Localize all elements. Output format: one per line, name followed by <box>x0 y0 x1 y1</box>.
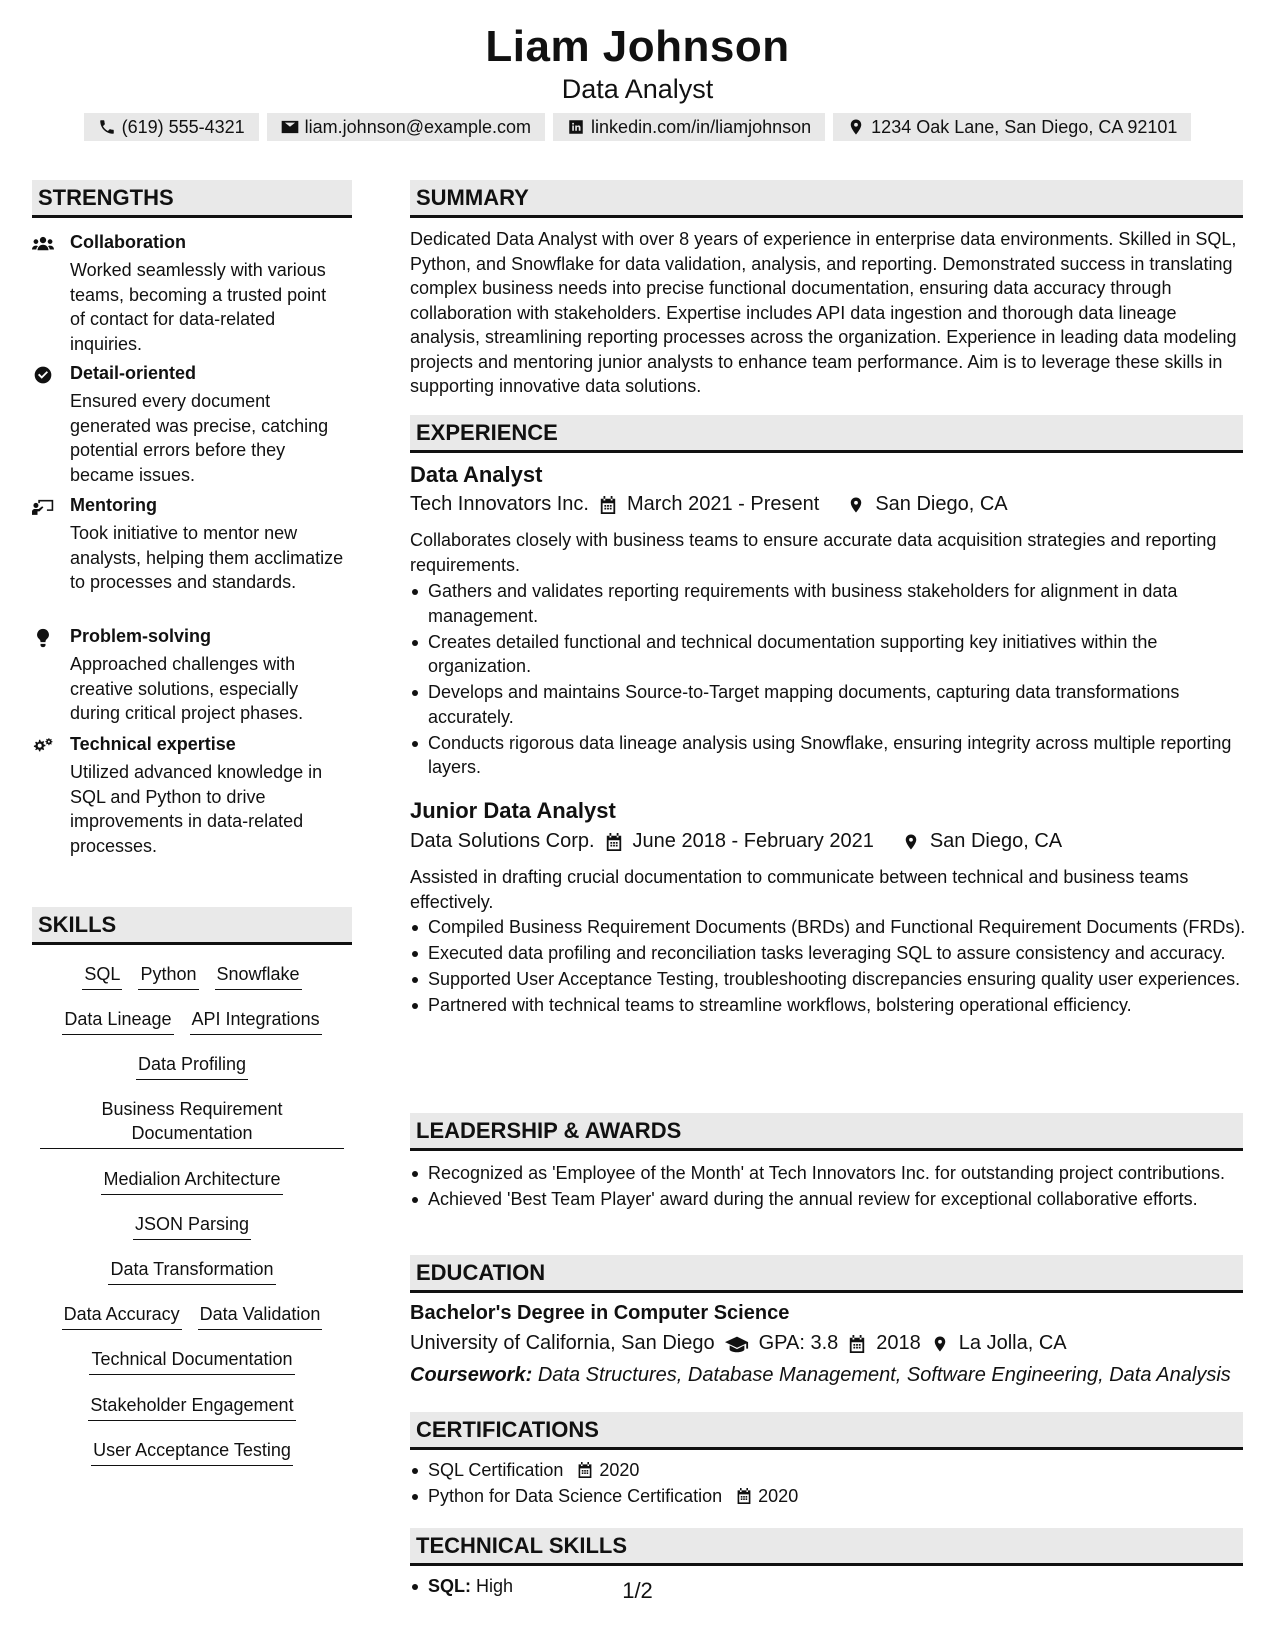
list-item: Creates detailed functional and technical documentation supporting key initiatives within the organization. <box>428 630 1258 679</box>
candidate-name: Liam Johnson <box>485 22 790 71</box>
calendar-icon <box>605 832 623 852</box>
education-year: 2018 <box>876 1332 921 1354</box>
strength-title: Technical expertise <box>70 734 236 754</box>
list-item: Achieved 'Best Team Player' award during the annual review for exceptional collaborative efforts. <box>428 1187 1258 1212</box>
contact-linkedin[interactable] <box>553 113 825 141</box>
skill-tag: API Integrations <box>190 1007 322 1035</box>
envelope-icon <box>281 118 299 136</box>
education-gpa: GPA: 3.8 <box>758 1332 839 1354</box>
list-item: Gathers and validates reporting requirements with business stakeholders for alignment in data management. <box>428 579 1258 628</box>
skill-tag: SQL <box>82 962 122 990</box>
certification-name: Python for Data Science Certification <box>428 1486 723 1506</box>
technical-skill-label: SQL: <box>428 1576 471 1596</box>
strength-desc: Ensured every document generated was precise, catching potential errors before they became issues. <box>70 391 329 485</box>
job-meta <box>410 830 1062 853</box>
summary-text: Dedicated Data Analyst with over 8 years of experience in enterprise data environments. Skilled in SQL, Python, and Snowflake for data validation, analysis, and reporting. Demonstrated success in translating complex business needs into precise functional documentation, ensuring data accuracy through collaboration with stakeholders. Expertise includes API data ingestion and thorough data lineage analysis, streamlining reporting processes across the organization. Experience in leading data modeling projects and mentoring junior analysts to enhance team performance. Aim is to leverage these skills in supporting innovative data solutions. <box>410 229 1237 396</box>
leadership-bullets <box>410 1161 1258 1213</box>
contact-address-text: 1234 Oak Lane, San Diego, CA 92101 <box>871 116 1178 137</box>
job-location: San Diego, CA <box>929 830 1063 852</box>
skill-tag: Business Requirement Documentation <box>40 1097 344 1149</box>
strength-desc: Took initiative to mentor new analysts, helping them acclimatize to processes and standards. <box>70 523 344 592</box>
skill-tag: Python <box>138 962 198 990</box>
list-item <box>428 1458 1258 1483</box>
education-heading: EDUCATION <box>410 1255 1243 1293</box>
skill-tag: Technical Documentation <box>89 1347 294 1375</box>
strength-title: Problem-solving <box>70 626 212 646</box>
list-item: Develops and maintains Source-to-Target mapping documents, capturing data transformations accurately. <box>428 680 1258 729</box>
skill-tag: Snowflake <box>215 962 302 990</box>
certification-year: 2020 <box>758 1486 799 1506</box>
skill-tag: Stakeholder Engagement <box>88 1393 295 1421</box>
strength-desc: Utilized advanced knowledge in SQL and Python to drive improvements in data-related processes. <box>70 762 323 856</box>
skill-tag: Data Profiling <box>136 1052 248 1080</box>
strength-title: Collaboration <box>70 232 186 252</box>
job-dates: June 2018 - February 2021 <box>632 830 874 852</box>
list-item: Conducts rigorous data lineage analysis using Snowflake, ensuring integrity across multiple reporting layers. <box>428 731 1258 780</box>
strength-title: Mentoring <box>70 495 157 515</box>
job-meta <box>410 493 1008 516</box>
coursework-list: Data Structures, Database Management, Software Engineering, Data Analysis <box>537 1364 1231 1386</box>
summary-heading: SUMMARY <box>410 180 1243 218</box>
chalkboard-teacher-icon <box>32 497 56 517</box>
job-title: Data Analyst <box>410 462 543 487</box>
strength-title: Detail-oriented <box>70 363 197 383</box>
contact-email[interactable] <box>267 113 545 141</box>
skill-tag: Data Validation <box>198 1302 323 1330</box>
job-company: Data Solutions Corp. <box>410 830 595 852</box>
candidate-role: Data Analyst <box>561 74 714 104</box>
coursework-label: Coursework: <box>410 1364 533 1386</box>
job-bullets <box>410 915 1258 1019</box>
education-meta <box>410 1332 1067 1355</box>
skill-tag: Medialion Architecture <box>101 1167 282 1195</box>
skill-tag: User Acceptance Testing <box>91 1438 293 1466</box>
list-item: Compiled Business Requirement Documents (BRDs) and Functional Requirement Documents (FRDs). <box>428 915 1258 940</box>
graduation-cap-icon <box>725 1334 749 1354</box>
gears-icon <box>32 736 56 756</box>
page-number: 1/2 <box>622 1578 653 1603</box>
users-icon <box>32 234 56 254</box>
calendar-icon <box>848 1334 866 1354</box>
calendar-icon <box>577 1461 593 1479</box>
contact-bar <box>0 113 1275 141</box>
technical-skill-level: High <box>476 1576 514 1596</box>
skill-tag: Data Lineage <box>62 1007 173 1035</box>
experience-heading: EXPERIENCE <box>410 415 1243 453</box>
list-item: Supported User Acceptance Testing, troubleshooting discrepancies ensuring quality user experiences. <box>428 967 1258 992</box>
map-pin-icon <box>902 832 920 852</box>
certifications-heading: CERTIFICATIONS <box>410 1412 1243 1450</box>
strength-desc: Worked seamlessly with various teams, becoming a trusted point of contact for data-related inquiries. <box>70 260 327 354</box>
education-degree: Bachelor's Degree in Computer Science <box>410 1302 790 1324</box>
lightbulb-icon <box>32 628 56 648</box>
education-school: University of California, San Diego <box>410 1332 715 1354</box>
calendar-icon <box>736 1487 752 1505</box>
job-dates: March 2021 - Present <box>626 493 820 515</box>
technical-skills-heading: TECHNICAL SKILLS <box>410 1528 1243 1566</box>
calendar-icon <box>599 495 617 515</box>
contact-phone-text: (619) 555-4321 <box>121 116 245 137</box>
skill-tag: JSON Parsing <box>133 1212 251 1240</box>
list-item: Recognized as 'Employee of the Month' at Tech Innovators Inc. for outstanding project contributions. <box>428 1161 1258 1186</box>
contact-address <box>833 113 1191 141</box>
job-location: San Diego, CA <box>875 493 1008 515</box>
contact-phone[interactable] <box>84 113 259 141</box>
certification-year: 2020 <box>599 1460 640 1480</box>
map-pin-icon <box>847 118 865 136</box>
map-pin-icon <box>847 495 865 515</box>
education-location: La Jolla, CA <box>958 1332 1067 1354</box>
list-item: Partnered with technical teams to streamline workflows, bolstering operational efficiency. <box>428 993 1258 1018</box>
skills-heading: SKILLS <box>32 907 352 945</box>
skill-tag: Data Accuracy <box>62 1302 182 1330</box>
education-coursework <box>410 1364 1231 1387</box>
job-bullets <box>410 579 1258 781</box>
list-item <box>428 1484 1258 1509</box>
job-company: Tech Innovators Inc. <box>410 493 589 515</box>
strength-desc: Approached challenges with creative solutions, especially during critical project phases. <box>70 654 304 723</box>
list-item: Executed data profiling and reconciliation tasks leveraging SQL to assure consistency and accuracy. <box>428 941 1258 966</box>
map-pin-icon <box>931 1334 949 1354</box>
job-intro: Collaborates closely with business teams to ensure accurate data acquisition strategies and reporting requirements. <box>410 530 1217 575</box>
linkedin-icon <box>567 118 585 136</box>
check-circle-icon <box>32 365 56 385</box>
job-title: Junior Data Analyst <box>410 798 616 823</box>
certifications-list <box>410 1458 1258 1510</box>
certification-name: SQL Certification <box>428 1460 564 1480</box>
strengths-heading: STRENGTHS <box>32 180 352 218</box>
skill-tag: Data Transformation <box>108 1257 275 1285</box>
contact-email-text: liam.johnson@example.com <box>304 116 532 137</box>
job-intro: Assisted in drafting crucial documentation to communicate between technical and business teams effectively. <box>410 867 1189 912</box>
contact-linkedin-text: linkedin.com/in/liamjohnson <box>591 116 812 137</box>
phone-icon <box>98 118 116 136</box>
leadership-heading: LEADERSHIP & AWARDS <box>410 1113 1243 1151</box>
